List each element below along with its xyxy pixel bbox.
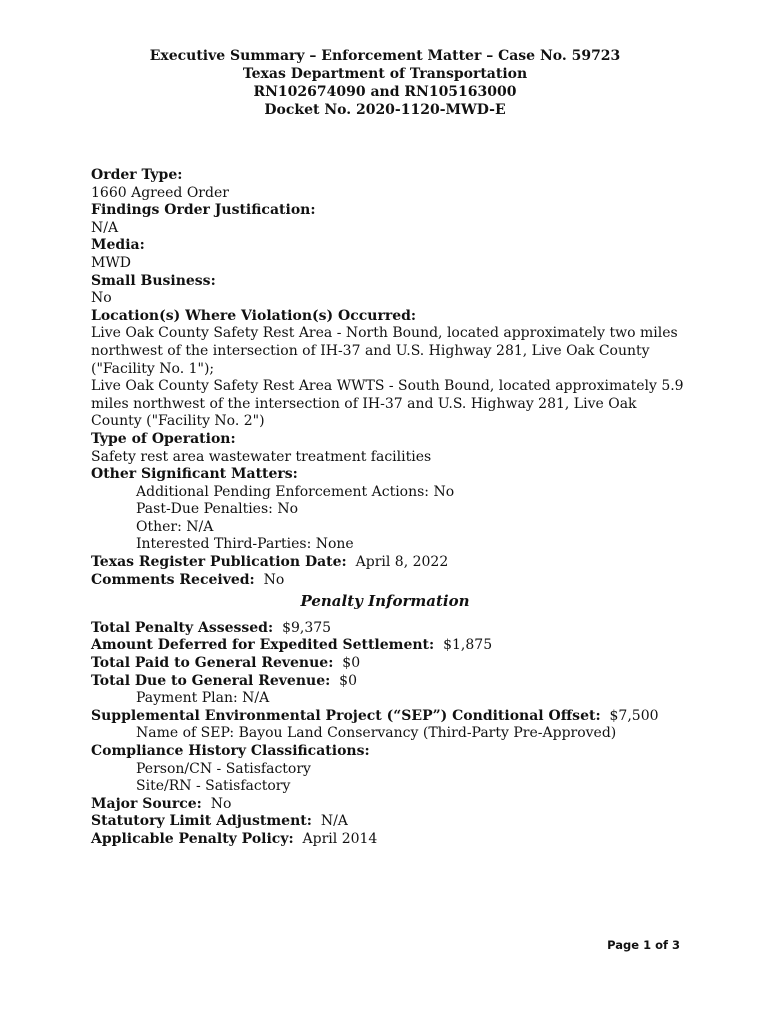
major-source-row [91, 796, 691, 814]
sep-name: Name of SEP: Bayou Land Conservancy (Third-Party Pre-Approved) [136, 725, 617, 742]
other-matters-label: Other Significant Matters: [91, 466, 298, 483]
media-value: MWD [91, 254, 131, 271]
sep-label: Supplemental Environmental Project (“SEP”) Conditional Offset: [91, 707, 601, 724]
due-value: $0 [339, 672, 357, 689]
major-source-label: Major Source: [91, 795, 202, 812]
header-docket: Docket No. 2020-1120-MWD-E [264, 102, 506, 118]
deferred-row [91, 637, 691, 655]
media-label: Media: [91, 237, 145, 254]
facility-1-location: Live Oak County Safety Rest Area - North Bound, located approximately two miles northwest of the intersection of IH-37 and U.S. Highway 281, Live Oak County ("Facility No. 1"); [91, 325, 678, 377]
total-assessed-row [91, 620, 691, 638]
small-business-value: No [91, 290, 112, 307]
third-parties: Interested Third-Parties: None [136, 536, 354, 553]
order-type-label: Order Type: [91, 167, 183, 183]
summary-body [91, 167, 691, 849]
document-header [0, 47, 770, 119]
compliance-site: Site/RN - Satisfactory [136, 778, 291, 795]
pending-actions: Additional Pending Enforcement Actions: No [136, 483, 455, 500]
deferred-value: $1,875 [443, 637, 493, 654]
findings-label: Findings Order Justification: [91, 202, 316, 219]
header-rn-numbers: RN102674090 and RN105163000 [253, 84, 517, 100]
penalty-section-title: Penalty Information [300, 592, 470, 611]
facility-2-location: Live Oak County Safety Rest Area WWTS - South Bound, located approximately 5.9 miles northwest of the intersection of IH-37 and U.S. Highway 281, Live Oak County ("Facility No. 2") [91, 378, 684, 430]
header-title: Executive Summary – Enforcement Matter – Case No. 59723 [149, 48, 621, 64]
sep-value: $7,500 [609, 707, 659, 724]
major-source-value: No [210, 795, 232, 812]
statutory-value: N/A [320, 813, 348, 830]
total-assessed-label: Total Penalty Assessed: [91, 619, 274, 636]
sep-row [91, 708, 691, 726]
due-row [91, 673, 691, 691]
comments-value: No [263, 571, 285, 588]
operation-value: Safety rest area wastewater treatment facilities [91, 448, 432, 465]
deferred-label: Amount Deferred for Expedited Settlement: [91, 637, 435, 654]
findings-value: N/A [91, 219, 119, 236]
paid-value: $0 [342, 655, 361, 672]
total-assessed-value: $9,375 [282, 619, 332, 636]
locations-label: Location(s) Where Violation(s) Occurred: [91, 307, 417, 324]
comments-label: Comments Received: [91, 571, 255, 588]
statutory-label: Statutory Limit Adjustment: [91, 813, 312, 830]
policy-row [91, 831, 691, 849]
payment-plan: Payment Plan: N/A [136, 690, 270, 707]
register-date-value: April 8, 2022 [355, 554, 449, 571]
header-respondent: Texas Department of Transportation [242, 66, 528, 82]
register-date-label: Texas Register Publication Date: [91, 554, 347, 571]
paid-label: Total Paid to General Revenue: [91, 655, 334, 672]
comments-row [91, 572, 691, 590]
small-business-label: Small Business: [91, 272, 216, 289]
policy-value: April 2014 [302, 830, 378, 847]
compliance-person: Person/CN - Satisfactory [136, 760, 311, 777]
order-type-value: 1660 Agreed Order [91, 184, 229, 201]
operation-label: Type of Operation: [91, 430, 236, 447]
past-due-penalties: Past-Due Penalties: No [136, 501, 298, 518]
other-matter: Other: N/A [136, 518, 214, 535]
compliance-label: Compliance History Classifications: [91, 743, 370, 759]
due-label: Total Due to General Revenue: [91, 672, 331, 689]
statutory-row [91, 813, 691, 831]
page-number: Page 1 of 3 [607, 938, 680, 952]
register-date-row [91, 554, 691, 572]
policy-label: Applicable Penalty Policy: [91, 830, 294, 847]
paid-row [91, 655, 691, 673]
